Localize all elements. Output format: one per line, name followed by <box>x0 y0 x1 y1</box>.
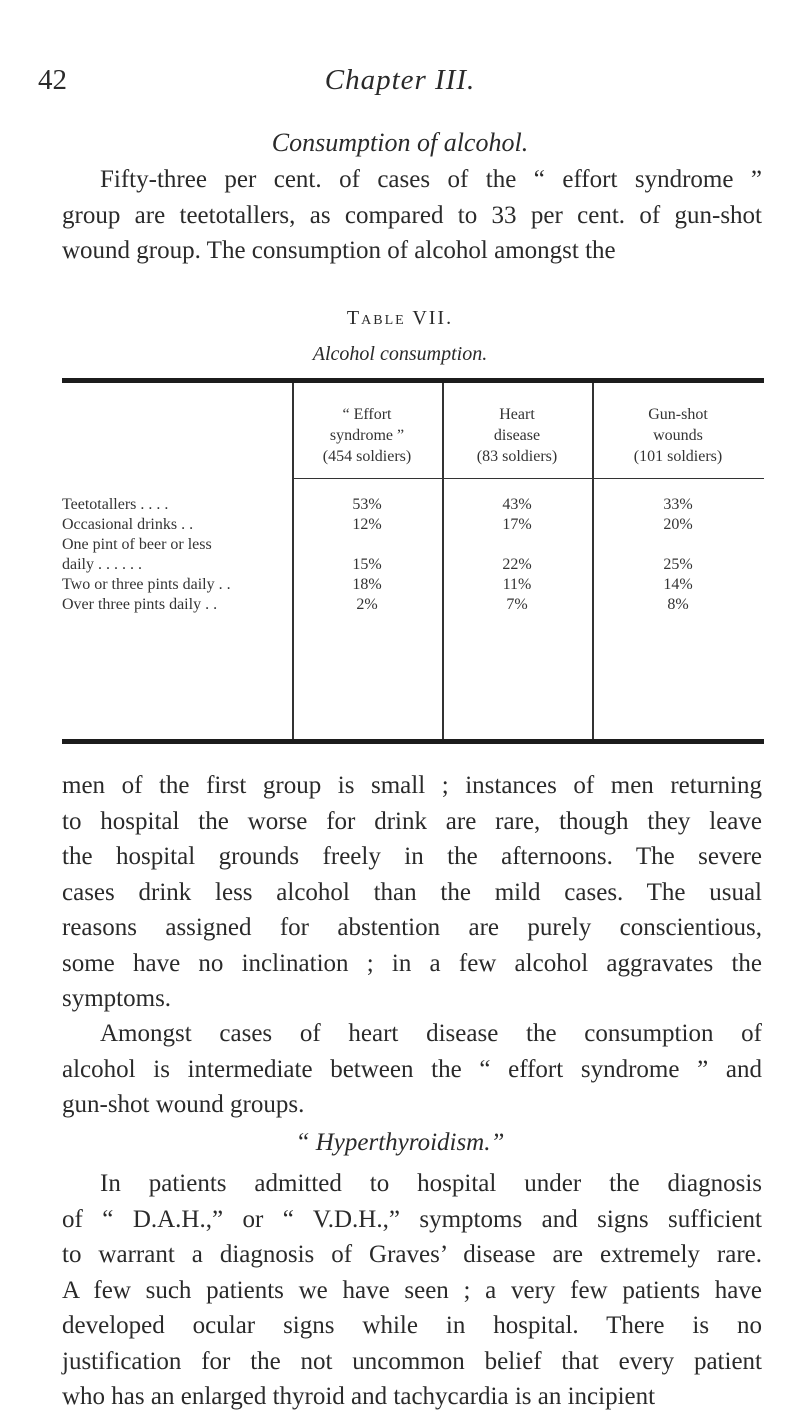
text-line: reasons assigned for abstention are purely conscientious, <box>62 914 762 941</box>
paragraph-hyperthyroidism <box>62 1166 762 1415</box>
text-line: group are teetotallers, as compared to 33 per cent. of gun-shot <box>62 201 762 229</box>
table-cell: 20% <box>663 516 693 533</box>
text-line: symptoms. <box>62 985 172 1012</box>
table-cell: 14% <box>663 576 693 593</box>
header-underline <box>292 478 764 479</box>
intro-paragraph <box>62 162 762 269</box>
text-line: to hospital the worse for drink are rare, though they leave <box>62 807 762 835</box>
text-line: who has an enlarged thyroid and tachycardia is an incipient <box>62 1383 656 1410</box>
table-cell: 33% <box>663 496 693 513</box>
row-label: Teetotallers . . . . <box>62 496 169 513</box>
chapter-title: Chapter III. <box>324 64 476 96</box>
row-label: daily . . . . . . <box>62 556 142 573</box>
paragraph-first-group <box>62 768 762 1017</box>
table-cell: 25% <box>663 556 693 573</box>
text-line: gun-shot wound groups. <box>62 1091 305 1118</box>
row-label: Over three pints daily . . <box>62 596 218 613</box>
text-line: wound group. The consumption of alcohol amongst the <box>62 237 616 264</box>
header-line: Gun-shot <box>648 406 708 423</box>
column-header-heart <box>442 404 592 467</box>
table-top-rule <box>62 378 764 383</box>
table-caption: Table VII. <box>346 307 454 329</box>
header-line: (83 soldiers) <box>476 448 558 465</box>
text-line: to warrant a diagnosis of Graves’ disease are extremely rare. <box>62 1241 762 1268</box>
header-line: “ Effort <box>342 406 392 423</box>
page-number: 42 <box>38 64 67 96</box>
running-head <box>38 64 762 104</box>
text-line: Fifty-three per cent. of cases of the “ effort syndrome ” <box>100 166 762 193</box>
row-label: One pint of beer or less <box>62 536 212 553</box>
table-cell: 22% <box>502 556 532 573</box>
section-heading: Consumption of alcohol. <box>271 128 529 157</box>
text-line: men of the first group is small ; instances of men returning <box>62 772 762 799</box>
header-line: syndrome ” <box>329 427 405 444</box>
row-label: Occasional drinks . . <box>62 516 194 533</box>
table-cell: 43% <box>502 496 532 513</box>
header-line: disease <box>493 427 541 444</box>
table-cell: 12% <box>352 516 382 533</box>
text-line: Amongst cases of heart disease the consumption of <box>100 1020 762 1047</box>
table-cell: 11% <box>502 576 532 593</box>
table-cell: 15% <box>352 556 382 573</box>
hyperthyroidism-heading: “ Hyperthyroidism.” <box>295 1129 505 1156</box>
text-line: alcohol is intermediate between the “ effort syndrome ” and <box>62 1055 762 1083</box>
row-label: Two or three pints daily . . <box>62 576 231 593</box>
text-line: justification for the not uncommon belief that every patient <box>62 1347 762 1375</box>
table-cell: 18% <box>352 576 382 593</box>
table-bottom-rule <box>62 739 764 744</box>
header-line: (454 soldiers) <box>322 448 412 465</box>
text-line: developed ocular signs while in hospital. There is no <box>62 1312 762 1339</box>
text-line: cases drink less alcohol than the mild cases. The usual <box>62 878 762 906</box>
text-line: of “ D.A.H.,” or “ V.D.H.,” symptoms and signs sufficient <box>62 1205 762 1233</box>
table-cell: 8% <box>667 596 689 613</box>
text-line: some have no inclination ; in a few alcohol aggravates the <box>62 949 762 977</box>
table-cell: 17% <box>502 516 532 533</box>
table-subcaption: Alcohol consumption. <box>312 343 488 365</box>
text-line: A few such patients we have seen ; a very few patients have <box>62 1276 762 1304</box>
column-header-gunshot <box>592 404 764 467</box>
table-cell: 7% <box>506 596 528 613</box>
alcohol-table <box>62 378 764 745</box>
text-line: In patients admitted to hospital under the diagnosis <box>100 1170 762 1197</box>
table-cell: 53% <box>352 496 382 513</box>
column-header-effort <box>292 404 442 467</box>
header-line: wounds <box>653 427 703 444</box>
table-cell: 2% <box>356 596 378 613</box>
text-line: the hospital grounds freely in the afternoons. The severe <box>62 843 762 870</box>
paragraph-heart-disease <box>62 1016 762 1123</box>
header-line: (101 soldiers) <box>633 448 723 465</box>
header-line: Heart <box>499 406 535 423</box>
